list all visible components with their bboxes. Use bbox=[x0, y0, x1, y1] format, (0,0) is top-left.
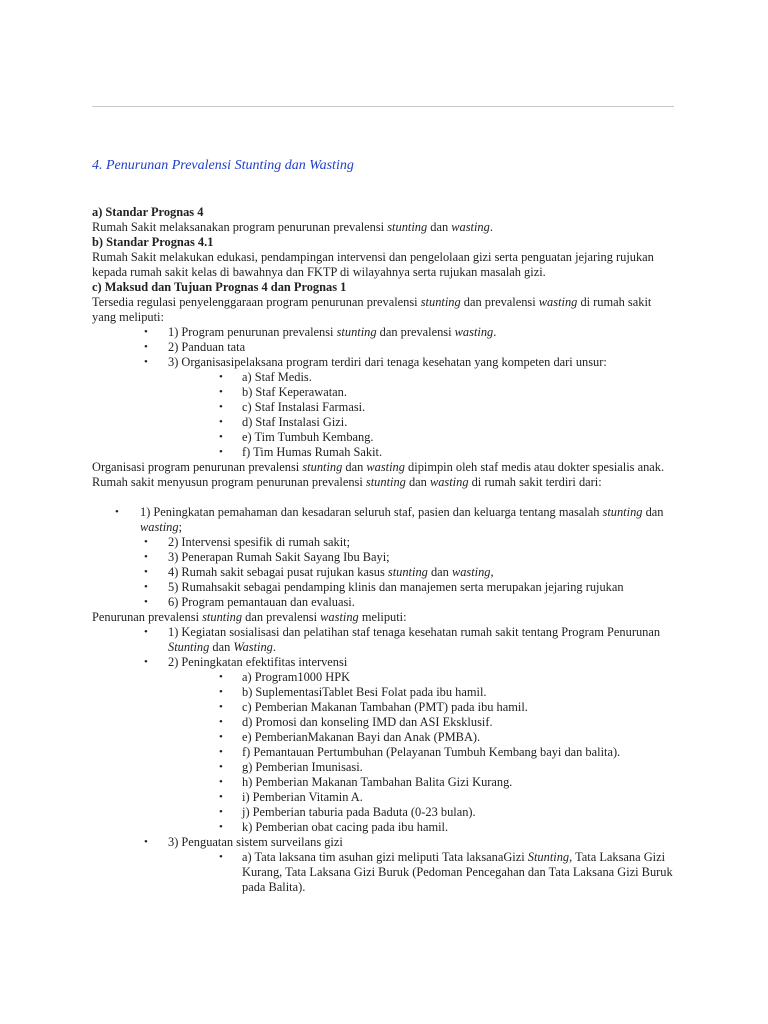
intervention-list bbox=[92, 670, 677, 835]
text-run: . bbox=[272, 640, 276, 654]
text-run: Penurunan prevalensi bbox=[92, 610, 203, 624]
list-item bbox=[92, 625, 677, 655]
text-run: 1) Program penurunan prevalensi bbox=[168, 325, 337, 339]
document-body bbox=[92, 157, 677, 895]
list-item: • c) Staf Instalasi Farmasi. bbox=[92, 400, 677, 415]
list-item: • b) SuplementasiTablet Besi Folat pada ibu hamil. bbox=[92, 685, 677, 700]
paragraph-regulation-intro bbox=[92, 295, 677, 325]
list-item: • e) PemberianMakanan Bayi dan Anak (PMBA). bbox=[92, 730, 677, 745]
regulation-list bbox=[92, 325, 677, 370]
text-run: 1) Kegiatan sosialisasi dan pelatihan staf tenaga kesehatan rumah sakit tentang Program Penurunan bbox=[168, 625, 661, 639]
text-run-italic: stunting bbox=[387, 220, 428, 234]
text-run: dan prevalensi bbox=[376, 325, 455, 339]
list-item: • d) Staf Instalasi Gizi. bbox=[92, 415, 677, 430]
list-item: • h) Pemberian Makanan Tambahan Balita Gizi Kurang. bbox=[92, 775, 677, 790]
text-run-italic: wasting bbox=[451, 565, 491, 579]
program-list bbox=[92, 505, 677, 610]
text-run: dan bbox=[342, 460, 367, 474]
list-item: • b) Staf Keperawatan. bbox=[92, 385, 677, 400]
text-run-italic: wasting bbox=[538, 295, 578, 309]
text-run: dan bbox=[427, 565, 452, 579]
heading-maksud-tujuan: c) Maksud dan Tujuan Prognas 4 dan Prognas 1 bbox=[92, 280, 347, 294]
text-run: Rumah Sakit melaksanakan program penurunan prevalensi bbox=[92, 220, 388, 234]
list-item: • 3) Penguatan sistem surveilans gizi bbox=[92, 835, 677, 850]
list-item: • 6) Program pemantauan dan evaluasi. bbox=[92, 595, 677, 610]
text-run-italic: wasting bbox=[454, 325, 494, 339]
list-item: • 3) Penerapan Rumah Sakit Sayang Ibu Bayi; bbox=[92, 550, 677, 565]
list-item: • a) Staf Medis. bbox=[92, 370, 677, 385]
text-run-italic: stunting bbox=[420, 295, 461, 309]
text-run: , bbox=[490, 565, 494, 579]
text-run: , Tata Laksana Gizi Kurang, Tata Laksana Gizi Buruk (Pedoman Pencegahan dan Tata Laksana Gizi Buruk pada Balita). bbox=[242, 850, 673, 894]
text-run: meliputi: bbox=[358, 610, 407, 624]
text-run-italic: stunting bbox=[365, 475, 406, 489]
text-run: ; bbox=[178, 520, 183, 534]
list-item: • 2) Intervensi spesifik di rumah sakit; bbox=[92, 535, 677, 550]
text-run: . bbox=[489, 220, 493, 234]
staff-list bbox=[92, 370, 677, 460]
text-run: . bbox=[493, 325, 497, 339]
surveillance-sublist bbox=[92, 850, 677, 895]
list-item: • j) Pemberian taburia pada Baduta (0-23 bulan). bbox=[92, 805, 677, 820]
text-run-italic: stunting bbox=[387, 565, 428, 579]
list-item: • 2) Peningkatan efektifitas intervensi bbox=[92, 655, 677, 670]
list-item: • i) Pemberian Vitamin A. bbox=[92, 790, 677, 805]
text-run-italic: stunting bbox=[336, 325, 377, 339]
header-divider bbox=[92, 106, 674, 107]
text-run: dan prevalensi bbox=[242, 610, 321, 624]
text-run: di rumah sakit terdiri dari: bbox=[468, 475, 602, 489]
text-run-italic: Stunting bbox=[168, 640, 210, 654]
heading-standar-prognas-4: a) Standar Prognas 4 bbox=[92, 205, 204, 219]
list-item: • d) Promosi dan konseling IMD dan ASI Eksklusif. bbox=[92, 715, 677, 730]
list-item bbox=[92, 565, 677, 580]
text-run-italic: wasting bbox=[451, 220, 490, 234]
text-run-italic: wasting bbox=[140, 520, 179, 534]
text-run: dipimpin oleh staf medis atau dokter spesialis anak. Rumah sakit menyusun program penurunan prevalensi bbox=[92, 460, 665, 489]
list-item: • 2) Panduan tata bbox=[92, 340, 677, 355]
text-run: dan prevalensi bbox=[460, 295, 539, 309]
list-item: • 3) Organisasipelaksana program terdiri dari tenaga kesehatan yang kompeten dari unsur: bbox=[92, 355, 677, 370]
heading-standar-prognas-4-1: b) Standar Prognas 4.1 bbox=[92, 235, 214, 249]
paragraph-reduction-intro bbox=[92, 610, 677, 625]
text-run-italic: stunting bbox=[602, 505, 643, 519]
text-run-italic: wasting bbox=[429, 475, 469, 489]
text-run: dan bbox=[642, 505, 664, 519]
paragraph-standar-4 bbox=[92, 220, 677, 235]
text-run: a) Tata laksana tim asuhan gizi meliputi Tata laksanaGizi bbox=[242, 850, 528, 864]
paragraph-standar-4-1: Rumah Sakit melakukan edukasi, pendampingan intervensi dan pengelolaan gizi serta penguatan jejaring rujukan kepada rumah sakit kelas di bawahnya dan FKTP di wilayahnya serta rujukan masalah gizi. bbox=[92, 250, 654, 279]
list-item: • e) Tim Tumbuh Kembang. bbox=[92, 430, 677, 445]
section-title: 4. Penurunan Prevalensi Stunting dan Wasting bbox=[92, 158, 354, 173]
text-run-italic: Wasting bbox=[233, 640, 273, 654]
surveillance-list bbox=[92, 835, 677, 850]
blank-line bbox=[92, 490, 677, 505]
reduction-list bbox=[92, 625, 677, 670]
text-run: 4) Rumah sakit sebagai pusat rujukan kasus bbox=[168, 565, 388, 579]
list-item: • f) Tim Humas Rumah Sakit. bbox=[92, 445, 677, 460]
list-item: • a) Program1000 HPK bbox=[92, 670, 677, 685]
list-item bbox=[92, 325, 677, 340]
text-run-italic: wasting bbox=[366, 460, 405, 474]
text-run: Organisasi program penurunan prevalensi bbox=[92, 460, 303, 474]
text-run: dan bbox=[209, 640, 234, 654]
text-run-italic: wasting bbox=[320, 610, 359, 624]
list-item: • 5) Rumahsakit sebagai pendamping klinis dan manajemen serta merupakan jejaring rujukan bbox=[92, 580, 677, 595]
list-item: • f) Pemantauan Pertumbuhan (Pelayanan Tumbuh Kembang bayi dan balita). bbox=[92, 745, 677, 760]
text-run: di rumah sakit yang meliputi: bbox=[92, 295, 652, 324]
text-run: 1) Peningkatan pemahaman dan kesadaran seluruh staf, pasien dan keluarga tentang masalah bbox=[140, 505, 603, 519]
text-run-italic: Stunting bbox=[527, 850, 570, 864]
text-run: Tersedia regulasi penyelenggaraan program penurunan prevalensi bbox=[92, 295, 421, 309]
list-item bbox=[92, 850, 677, 895]
paragraph-organization bbox=[92, 460, 677, 490]
text-run-italic: stunting bbox=[302, 460, 343, 474]
list-item: • g) Pemberian Imunisasi. bbox=[92, 760, 677, 775]
text-run: dan bbox=[427, 220, 452, 234]
text-run: dan bbox=[405, 475, 430, 489]
list-item: • c) Pemberian Makanan Tambahan (PMT) pada ibu hamil. bbox=[92, 700, 677, 715]
text-run-italic: stunting bbox=[202, 610, 243, 624]
list-item bbox=[92, 505, 677, 535]
list-item: • k) Pemberian obat cacing pada ibu hamil. bbox=[92, 820, 677, 835]
